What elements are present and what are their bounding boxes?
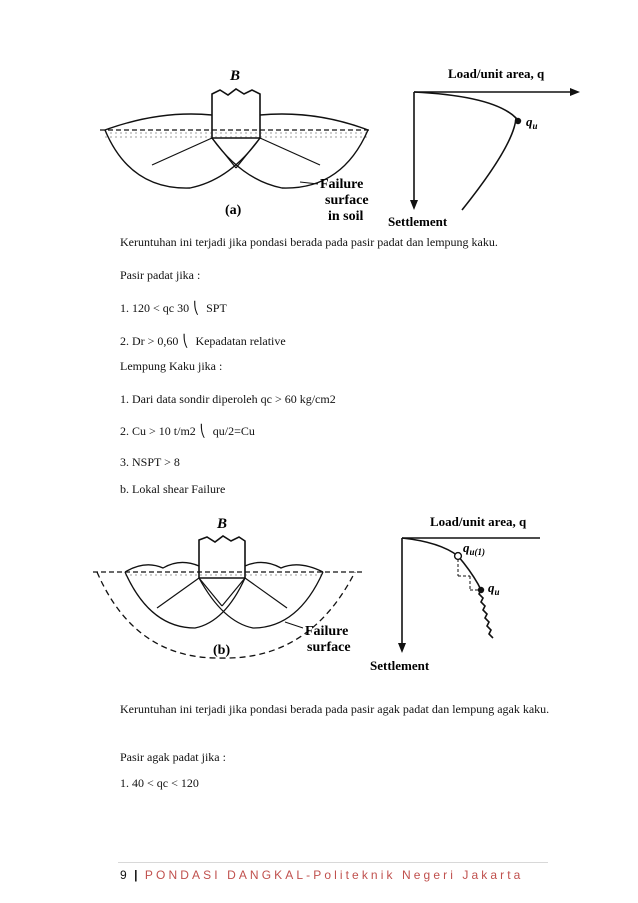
page-footer (120, 868, 523, 882)
item-qc-spt: SPT (206, 301, 227, 315)
paragraph-item-qc (120, 301, 227, 316)
item-cu-text: 2. Cu > 10 t/m2 (120, 424, 196, 438)
figure-a-load-settlement-chart (384, 60, 584, 230)
figure-a-qu-point (515, 118, 521, 124)
figure-b-failure-line1: Failure (305, 624, 349, 639)
item-qc-text: 1. 120 < qc 30 (120, 301, 190, 315)
figure-b-qu1-point (455, 553, 462, 560)
bracket-glyph: ⎝ (199, 424, 206, 438)
figure-b-radial-right (245, 578, 287, 608)
paragraph-item-cu (120, 424, 255, 439)
figure-a-heave-left (105, 114, 212, 130)
footer-title: PONDASI DANGKAL-Politeknik Negeri Jakarta (144, 868, 524, 882)
figure-b-wedge-left (199, 578, 222, 606)
figure-a-axis-x-arrow (570, 88, 580, 96)
figure-a-radial-left (152, 138, 212, 165)
figure-a-soil-band (104, 130, 368, 138)
figure-a-axis-y-arrow (410, 200, 418, 210)
paragraph-pasir-padat: Pasir padat jika : (120, 268, 201, 282)
bracket-glyph: ⎝ (182, 334, 189, 348)
figure-a-foundation (90, 60, 380, 225)
footer-separator: | (134, 868, 139, 882)
bracket-glyph: ⎝ (193, 301, 200, 315)
paragraph-item-sondir: 1. Dari data sondir diperoleh qc > 60 kg/cm2 (120, 392, 336, 406)
section-heading-local-shear: b. Lokal shear Failure (120, 482, 226, 496)
figure-b-soil-band (125, 572, 323, 578)
footer-rule (118, 862, 548, 863)
paragraph-item-qc-range: 1. 40 < qc < 120 (120, 776, 199, 790)
figure-b-caption: (b) (213, 643, 231, 658)
figure-a-label-b: B (230, 68, 241, 84)
item-cu-qu: qu/2=Cu (212, 424, 255, 438)
figure-a-heave-right (260, 114, 368, 130)
figure-b-qu1-label: $q_{u(1)}$ (463, 540, 485, 557)
paragraph-item-nspt: 3. NSPT > 8 (120, 455, 180, 469)
figure-b-failure-line2: surface (307, 640, 351, 655)
figure-a-failure-line2: surface (325, 193, 369, 208)
figure-b-heave-left (125, 562, 199, 572)
figure-b-qu-point (478, 587, 484, 593)
figure-b-axis-y-arrow (398, 643, 406, 653)
paragraph-lempung-kaku: Lempung Kaku jika : (120, 359, 223, 373)
figure-a-failure-line1: Failure (320, 177, 364, 192)
figure-a-axis-settlement: Settlement (388, 214, 448, 229)
figure-b-qu-label: $q_u$ (488, 580, 500, 597)
figure-b-axis-settlement: Settlement (370, 658, 430, 673)
figure-b-leader (285, 622, 303, 628)
figure-b-radial-left (157, 578, 199, 608)
item-dr-kepadatan: Kepadatan relative (195, 334, 286, 348)
paragraph-general-shear-desc: Keruntuhan ini terjadi jika pondasi berada pada pasir padat dan lempung kaku. (120, 235, 498, 249)
figure-a-curve (414, 92, 516, 210)
figure-b-load-settlement-chart (370, 510, 570, 675)
page-number: 9 (120, 868, 128, 882)
figure-a-caption: (a) (225, 203, 242, 218)
figure-a-radial-right (260, 138, 320, 165)
figure-b-axis-load: Load/unit area, q (430, 514, 527, 529)
figure-b-label-b: B (217, 516, 228, 532)
figure-a-axis-load: Load/unit area, q (448, 66, 545, 81)
figure-b-foundation (85, 510, 370, 665)
item-dr-text: 2. Dr > 0,60 (120, 334, 179, 348)
paragraph-local-shear-desc: Keruntuhan ini terjadi jika pondasi berada pada pasir agak padat dan lempung agak kaku. (120, 702, 550, 716)
figure-a-qu-label: $q_u$ (526, 114, 538, 131)
figure-b-wedge-right (222, 578, 245, 606)
figure-a-wedge-left (212, 138, 236, 168)
figure-a-wedge-right (236, 138, 260, 168)
figure-b-heave-right (245, 562, 323, 572)
paragraph-item-dr (120, 334, 286, 349)
paragraph-pasir-agak-padat: Pasir agak padat jika : (120, 750, 226, 764)
figure-a-failure-line3: in soil (328, 209, 364, 224)
